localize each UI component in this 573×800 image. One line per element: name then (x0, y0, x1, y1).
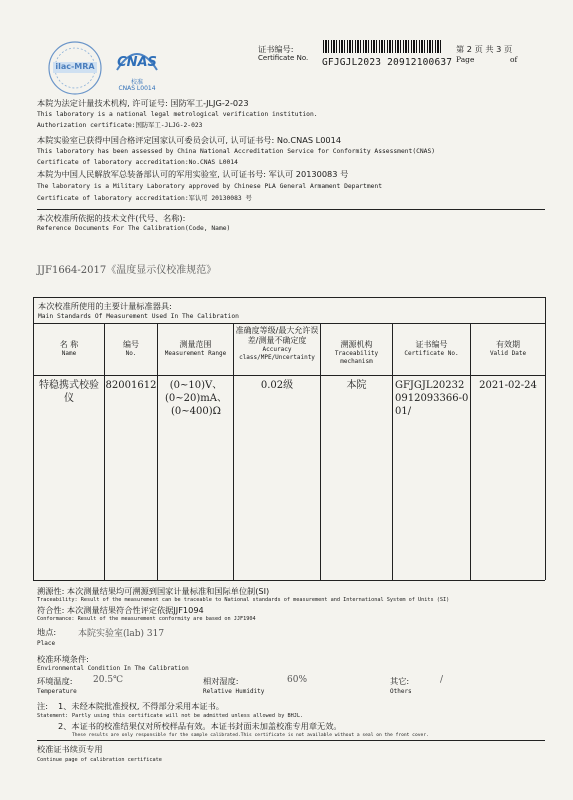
cert-no-value: GFJGJL2023 20912100637 (322, 57, 453, 68)
ilac-mra-logo (47, 40, 103, 96)
row-cert-no: GFJGJL202320912093366-001/ (395, 380, 469, 417)
row-name: 特稳携式校验仪 (39, 380, 99, 404)
authorization-line: 本院为中国人民解放军总装备部认可的军用实验室, 认可证书号: 军认可 20130083 号 (37, 169, 349, 179)
footer-en: Continue page of calibration certificate (37, 757, 162, 763)
notes-label-en: Statement: (37, 713, 69, 719)
row-range: (0~10)V、(0~20)mA、(0~400)Ω (165, 380, 227, 417)
row-no: 82001612 (105, 380, 157, 391)
reference-title-cn: 本次校准所依据的技术文件(代号、名称): (37, 213, 186, 223)
environment-title-en: Environmental Condition In The Calibration (37, 665, 189, 672)
conformity-cn: 符合性: 本次测量结果符合性评定依据JJF1094 (37, 605, 204, 615)
authorization-line: Certificate of laboratory accreditation:军认可 20130083 号 (37, 195, 252, 202)
page-indicator-of: of (510, 55, 518, 64)
authorization-line: Certificate of laboratory accreditation:No.CNAS L0014 (37, 159, 238, 166)
traceability-en: Traceability: Result of the measurement can be traceable to National standards of measurement and International System of Units (SI) (37, 597, 450, 603)
note-2-cn: 2、本证书的校准结果仅对所校样品有效。本证书封面未加盖校准专用章无效。 (58, 721, 342, 731)
note-2-en: These results are only responsible for the sample calibrated.This certificate is not available without a seal on the front cover. (72, 733, 429, 738)
note-1-en: Partly using this certificate will not be admitted unless allowed by BHJL. (72, 713, 304, 719)
cert-no-label-cn: 证书编号: (258, 44, 294, 54)
reference-value: JJF1664-2017《温度显示仪校准规范》 (37, 265, 217, 276)
reference-title-en: Reference Documents For The Calibration(Code, Name) (37, 225, 231, 232)
standards-title-en: Main Standards Of Measurement Used In The Calibration (38, 313, 239, 320)
authorization-line: This laboratory has been assessed by China National Accreditation Service for Conformity Assessment(CNAS) (37, 148, 436, 155)
authorization-line: This laboratory is a national legal metrological verification institution. (37, 111, 318, 118)
cert-no-label-en: Certificate No. (258, 54, 309, 62)
cnas-logo-text: CNAS (117, 55, 157, 70)
cnas-logo-sub-cn: 校准 (130, 79, 143, 86)
temp-value: 20.5℃ (93, 675, 124, 685)
cnas-logo-sub: CNAS L0014 (118, 85, 156, 92)
row-valid: 2021-02-24 (479, 380, 537, 391)
location-value: 本院实验室(lab) 317 (78, 629, 165, 639)
authorization-line: The laboratory is a Military Laboratory approved by Chinese PLA General Armament Department (37, 183, 382, 190)
location-label-en: Place (37, 640, 56, 647)
temp-label-cn: 环境温度: (37, 676, 73, 686)
humidity-label-en: Relative Humidity (203, 688, 265, 695)
other-value: / (440, 675, 444, 685)
row-mechanism: 本院 (346, 380, 367, 391)
temp-label-en: Temperature (37, 688, 77, 695)
ilac-mra-text: ilac-MRA (55, 62, 95, 71)
barcode (323, 40, 443, 53)
page-indicator-page: Page (456, 55, 475, 64)
other-label-en: Others (390, 688, 412, 695)
humidity-value: 60% (287, 675, 308, 685)
authorization-line: 本院实验室已获得中国合格评定国家认可委员会认可, 认可证书号: No.CNAS L0014 (37, 135, 342, 145)
col-header-valid: 有效期 Valid Date (489, 340, 527, 357)
conformity-en: Conformance: Result of the measurement conformity are based on JJF1904 (37, 616, 256, 622)
standards-title-cn: 本次校准所使用的主要计量标准器具: (38, 301, 172, 311)
col-header-mechanism: 溯源机构 Traceability mechanism (334, 340, 379, 365)
authorization-line: Authorization certificate:国防军工-JLJG-2-023 (37, 122, 203, 129)
notes-label-cn: 注: (37, 701, 48, 711)
other-label-cn: 其它: (390, 676, 410, 686)
authorization-line: 本院为法定计量技术机构, 许可证号: 国防军工-JLJG-2-023 (37, 98, 249, 108)
col-header-range: 测量范围 Measurement Range (164, 340, 227, 357)
col-header-accuracy: 准确度等级/最大允许误差/测量不确定度 Accuracy class/MPE/Uncertainty (235, 326, 319, 361)
humidity-label-cn: 相对湿度: (203, 676, 239, 686)
location-label-cn: 地点: (37, 627, 57, 637)
traceability-cn: 溯源性: 本次测量结果均可溯源到国家计量标准和国际单位制(SI) (37, 586, 270, 596)
footer-cn: 校准证书续页专用 (37, 744, 103, 754)
col-header-cert: 证书编号 Certificate No. (404, 340, 459, 357)
row-accuracy: 0.02级 (260, 380, 294, 391)
col-header-no: 编号 No. (123, 340, 139, 357)
cnas-logo (113, 44, 161, 98)
note-1-cn: 1、未经本院批准授权, 不得部分采用本证书。 (58, 701, 224, 711)
environment-title-cn: 校准环境条件: (37, 654, 89, 664)
page-indicator-cn: 第 2 页 共 3 页 (456, 44, 513, 54)
col-header-name: 名 称 Name (59, 340, 79, 357)
